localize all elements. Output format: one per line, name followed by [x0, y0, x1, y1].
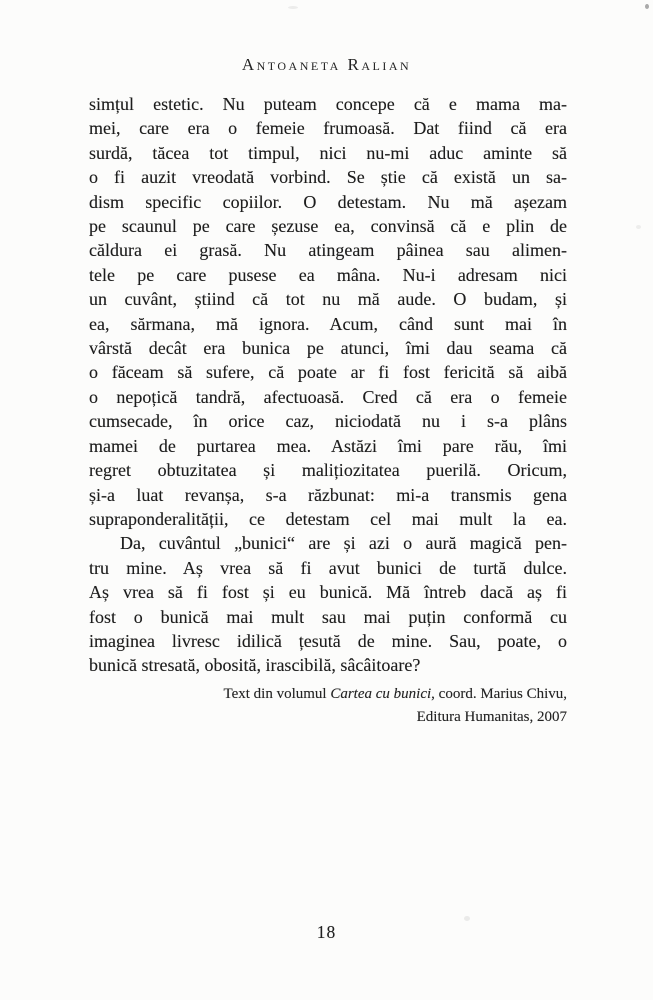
- text-line: surdă, tăcea tot timpul, nici nu-mi aduc aminte să: [89, 142, 567, 163]
- text-line: fost o bunică mai mult sau mai puțin conformă cu: [89, 606, 567, 627]
- text-line: căldura ei grasă. Nu atingeam pâinea sau alimen-: [89, 240, 567, 261]
- text-line: bunică stresată, obosită, irascibilă, sâcâitoare?: [89, 655, 421, 676]
- citation-line-2: Editura Humanitas, 2007: [416, 708, 567, 725]
- text-line: o nepoțică tandră, afectuoasă. Cred că era o femeie: [89, 386, 567, 407]
- text-line: Aș vrea să fi fost și eu bunică. Mă întreb dacă aș fi: [89, 582, 567, 603]
- citation-line-1: [89, 683, 567, 706]
- text-line: un cuvânt, știind că tot nu mă aude. O budam, și: [89, 289, 567, 310]
- citation-text-prefix: Text din volumul: [223, 686, 331, 702]
- body-text: [89, 92, 567, 678]
- page-header-author: Antoaneta Ralian: [241, 55, 412, 74]
- text-line: tru mine. Aș vrea să fi avut bunici de turtă dulce.: [89, 557, 567, 578]
- text-line: mei, care era o femeie frumoasă. Dat fiind că era: [89, 118, 567, 139]
- text-line: mamei de purtarea mea. Astăzi îmi pare rău, îmi: [89, 435, 567, 456]
- citation: [89, 683, 567, 728]
- text-line: o făceam să sufere, că poate ar fi fost fericită să aibă: [89, 362, 567, 383]
- scan-artifact: [645, 4, 649, 9]
- paragraph: [89, 92, 567, 531]
- citation-text-suffix: , coord. Marius Chivu,: [431, 686, 567, 702]
- page-number: 18: [316, 922, 337, 942]
- text-line: pe scaunul pe care șezuse ea, convinsă că e plin de: [89, 216, 567, 237]
- text-line: o fi auzit vreodată vorbind. Se știe că există un sa-: [89, 167, 567, 188]
- text-line: și-a luat revanșa, s-a răzbunat: mi-a transmis gena: [89, 484, 567, 505]
- text-line: dism specific copiilor. O detestam. Nu mă așezam: [89, 191, 567, 212]
- text-line: simțul estetic. Nu puteam concepe că e mama ma-: [89, 94, 567, 114]
- text-line: regret obtuzitatea și malițiozitatea puerilă. Oricum,: [89, 460, 567, 481]
- paragraph: [89, 531, 567, 677]
- text-line: Da, cuvântul „bunici“ are și azi o aură magică pen-: [120, 533, 567, 554]
- citation-book-title: Cartea cu bunici: [330, 686, 432, 702]
- text-line: imaginea livresc idilică țesută de mine. Sau, poate, o: [89, 630, 567, 651]
- scan-artifact: [288, 6, 298, 9]
- text-line: tele pe care pusese ea mâna. Nu-i adresam nici: [89, 264, 567, 285]
- text-line: cumsecade, în orice caz, niciodată nu i s-a plâns: [89, 411, 567, 432]
- scan-artifact: [636, 225, 641, 229]
- text-line: supraponderalității, ce detestam cel mai mult la ea.: [89, 508, 567, 529]
- text-line: ea, sărmana, mă ignora. Acum, când sunt mai în: [89, 313, 567, 334]
- scan-artifact: [464, 916, 470, 921]
- text-line: vârstă decât era bunica pe atunci, îmi dau seama că: [89, 338, 567, 359]
